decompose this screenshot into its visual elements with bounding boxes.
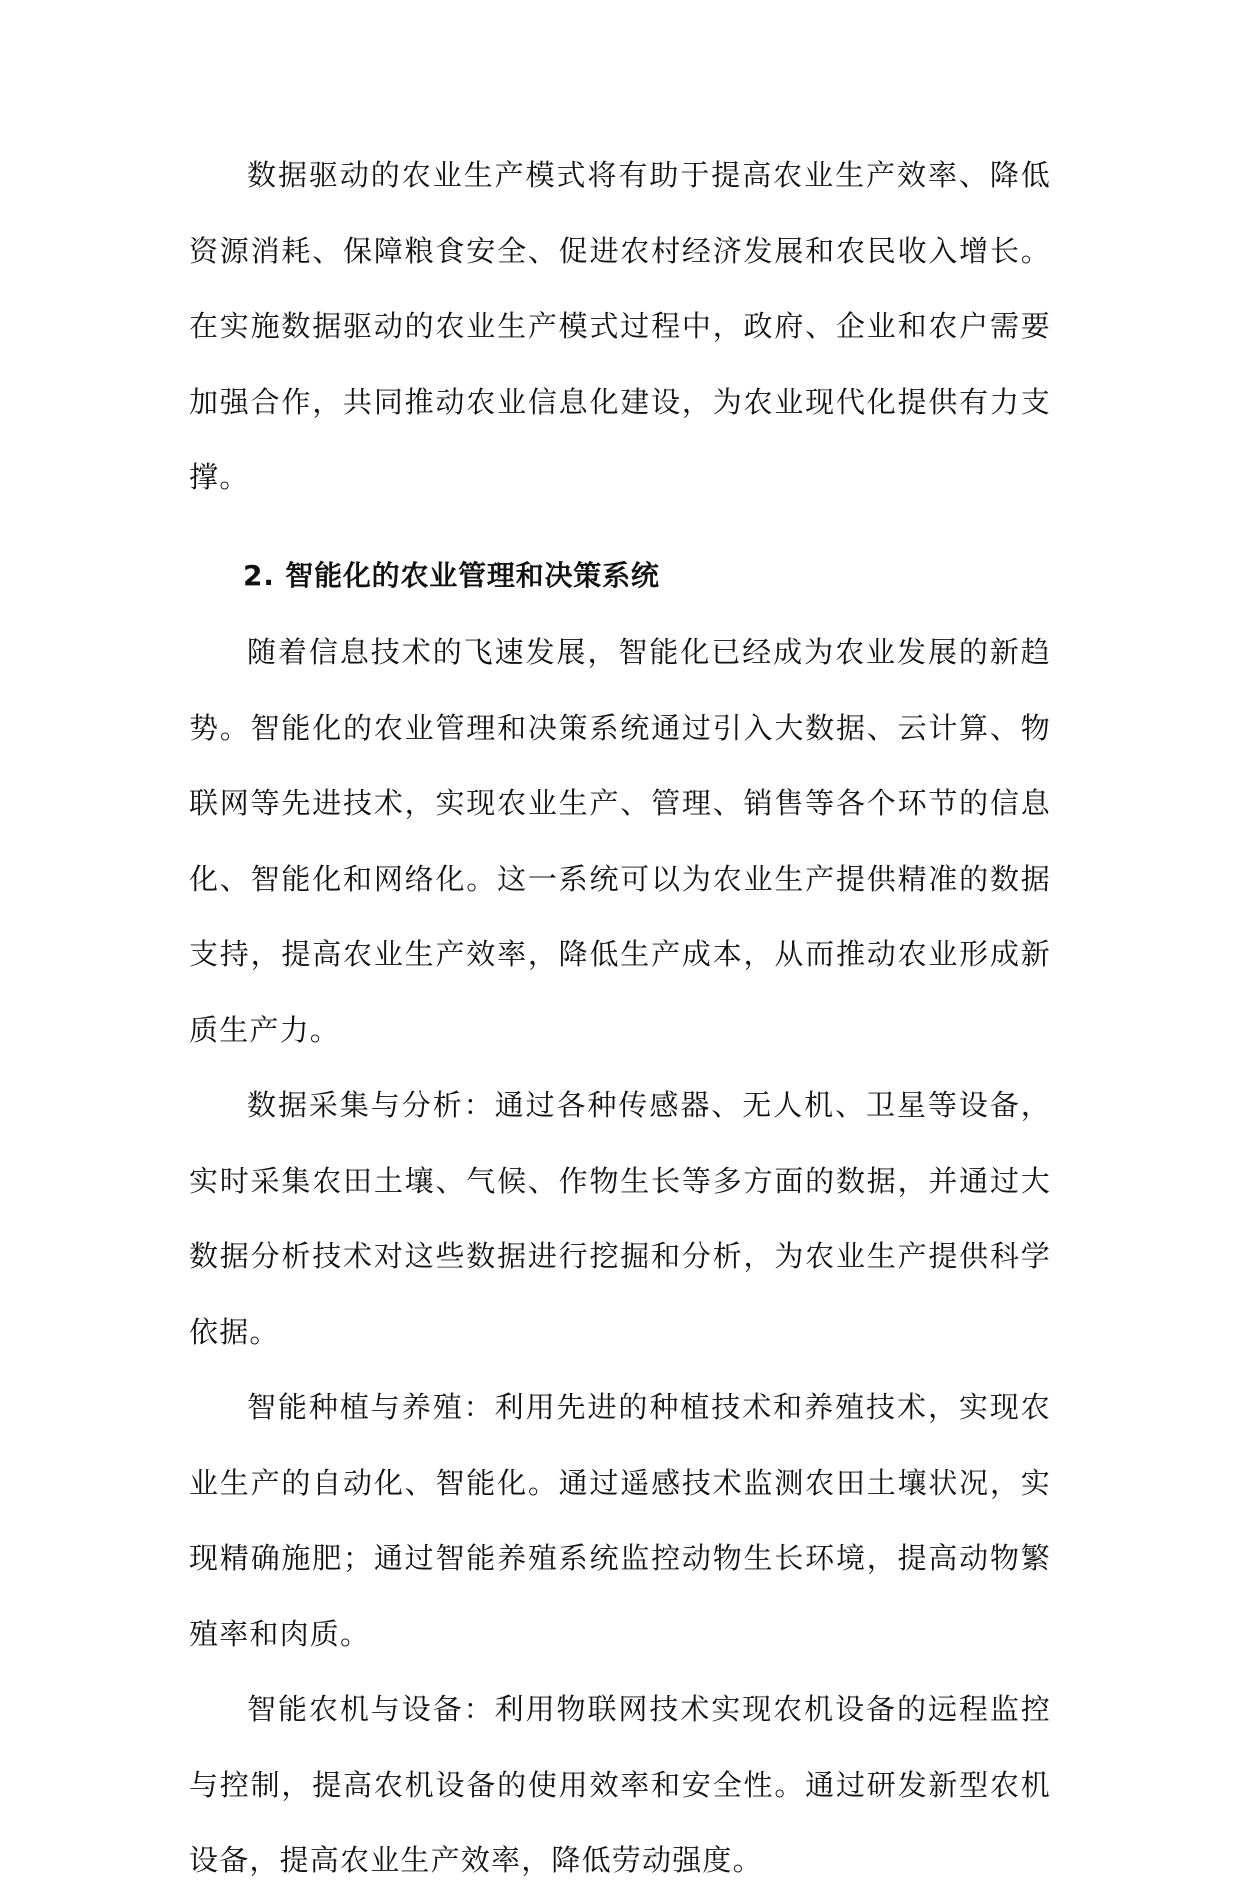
paragraph-smart-farming: 智能种植与养殖：利用先进的种植技术和养殖技术，实现农业生产的自动化、智能化。通过遥感技术监测农田土壤状况，实现精确施肥；通过智能养殖系统监控动物生长环境，提高动物繁殖率和肉质。 [189, 1390, 1051, 1651]
paragraph-data-collection: 数据采集与分析：通过各种传感器、无人机、卫星等设备，实时采集农田土壤、气候、作物生长等多方面的数据，并通过大数据分析技术对这些数据进行挖掘和分析，为农业生产提供科学依据。 [189, 1088, 1051, 1349]
paragraph-data-driven-summary: 数据驱动的农业生产模式将有助于提高农业生产效率、降低资源消耗、保障粮食安全、促进农村经济发展和农民收入增长。在实施数据驱动的农业生产模式过程中，政府、企业和农户需要加强合作，共同推动农业信息化建设，为农业现代化提供有力支撑。 [189, 158, 1051, 494]
paragraph-intelligent-intro: 随着信息技术的飞速发展，智能化已经成为农业发展的新趋势。智能化的农业管理和决策系统通过引入大数据、云计算、物联网等先进技术，实现农业生产、管理、销售等各个环节的信息化、智能化和网络化。这一系统可以为农业生产提供精准的数据支持，提高农业生产效率，降低生产成本，从而推动农业形成新质生产力。 [189, 635, 1051, 1047]
document-body [189, 138, 1051, 1899]
section-heading: 2. 智能化的农业管理和决策系统 [243, 558, 660, 592]
paragraph-smart-machinery: 智能农机与设备：利用物联网技术实现农机设备的远程监控与控制，提高农机设备的使用效率和安全性。通过研发新型农机设备，提高农业生产效率，降低劳动强度。 [189, 1692, 1051, 1877]
section-gap [189, 516, 1051, 538]
